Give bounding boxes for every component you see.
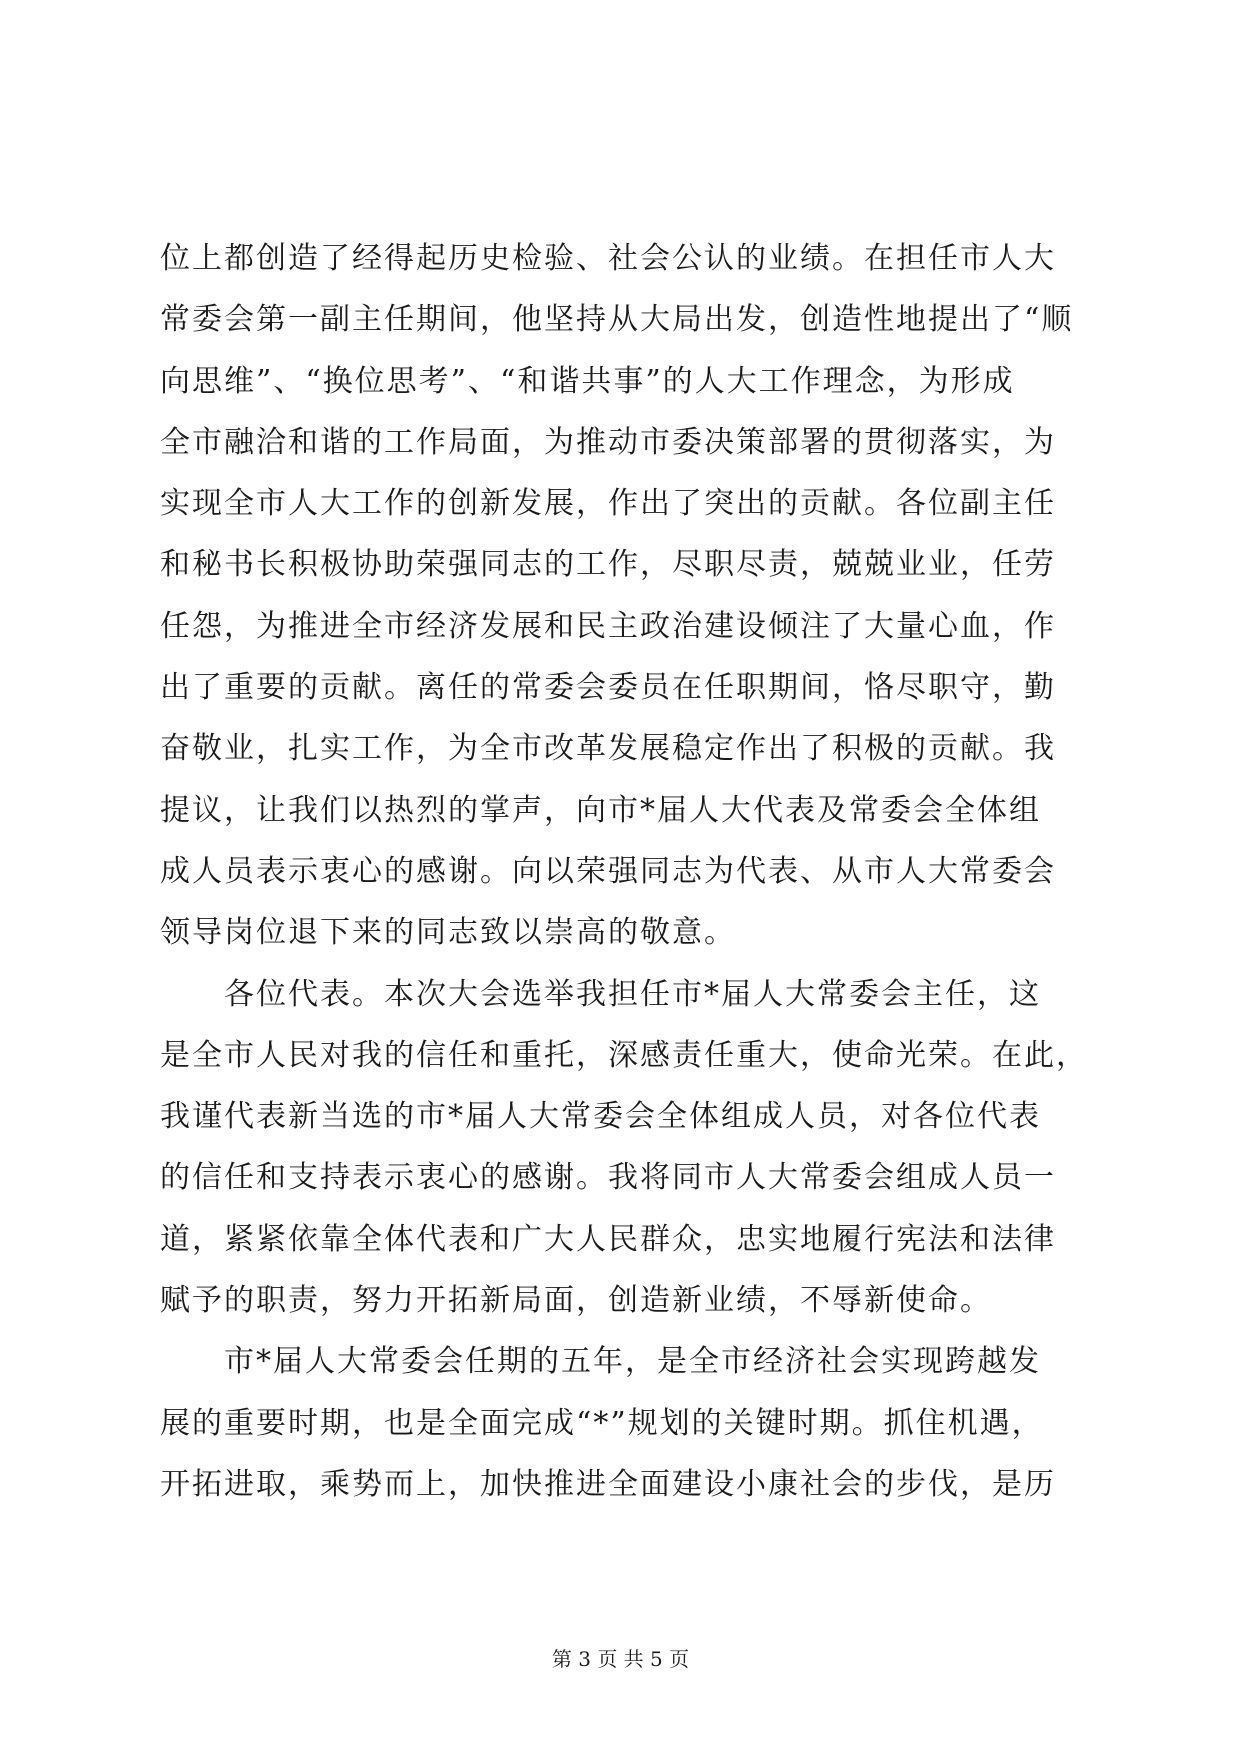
text-line: 市*届人大常委会任期的五年，是全市经济社会实现跨越发 — [160, 1344, 1041, 1380]
text-line: 位上都创造了经得起历史检验、社会公认的业绩。在担任市人大 — [160, 241, 1056, 276]
text-line: 我谨代表新当选的市*届人大常委会全体组成人员，对各位代表 — [160, 1099, 1041, 1135]
text-line: 提议，让我们以热烈的掌声，向市*届人大代表及常委会全体组 — [160, 792, 1041, 828]
text-line: 的信任和支持表示衷心的感谢。我将同市人大常委会组成人员一 — [160, 1160, 1056, 1196]
text-line: 是全市人民对我的信任和重托，深感责任重大，使命光荣。在此， — [160, 1037, 1088, 1073]
text-line: 实现全市人大工作的创新发展，作出了突出的贡献。各位副主任 — [160, 486, 1056, 522]
text-line: 领导岗位退下来的同志致以崇高的敬意。 — [160, 915, 736, 951]
text-line: 向思维”、“换位思考”、“和谐共事”的人大工作理念，为形成 — [160, 363, 1015, 399]
text-line: 展的重要时期，也是全面完成“*”规划的关键时期。抓住机遇， — [160, 1405, 1044, 1441]
text-line: 开拓进取，乘势而上，加快推进全面建设小康社会的步伐，是历 — [160, 1466, 1056, 1502]
text-line: 赋予的职责，努力开拓新局面，创造新业绩，不辱新使命。 — [160, 1283, 992, 1319]
text-line: 奋敬业，扎实工作，为全市改革发展稳定作出了积极的贡献。我 — [160, 731, 1056, 767]
text-line: 出了重要的贡献。离任的常委会委员在任职期间，恪尽职守，勤 — [160, 670, 1056, 706]
text-line: 全市融洽和谐的工作局面，为推动市委决策部署的贯彻落实，为 — [160, 424, 1056, 460]
text-line: 各位代表。本次大会选举我担任市*届人大常委会主任，这 — [160, 976, 1041, 1012]
text-line: 和秘书长积极协助荣强同志的工作，尽职尽责，兢兢业业，任劳 — [160, 547, 1056, 583]
text-line: 常委会第一副主任期间，他坚持从大局出发，创造性地提出了“顺 — [160, 302, 1074, 338]
page-footer: 第 3 页 共 5 页 — [551, 1647, 690, 1671]
text-line: 成人员表示衷心的感谢。向以荣强同志为代表、从市人大常委会 — [160, 853, 1056, 889]
text-line: 任怨，为推进全市经济发展和民主政治建设倾注了大量心血，作 — [160, 608, 1056, 644]
body-text — [160, 228, 1090, 1515]
text-line: 道，紧紧依靠全体代表和广大人民群众，忠实地履行宪法和法律 — [160, 1221, 1056, 1257]
